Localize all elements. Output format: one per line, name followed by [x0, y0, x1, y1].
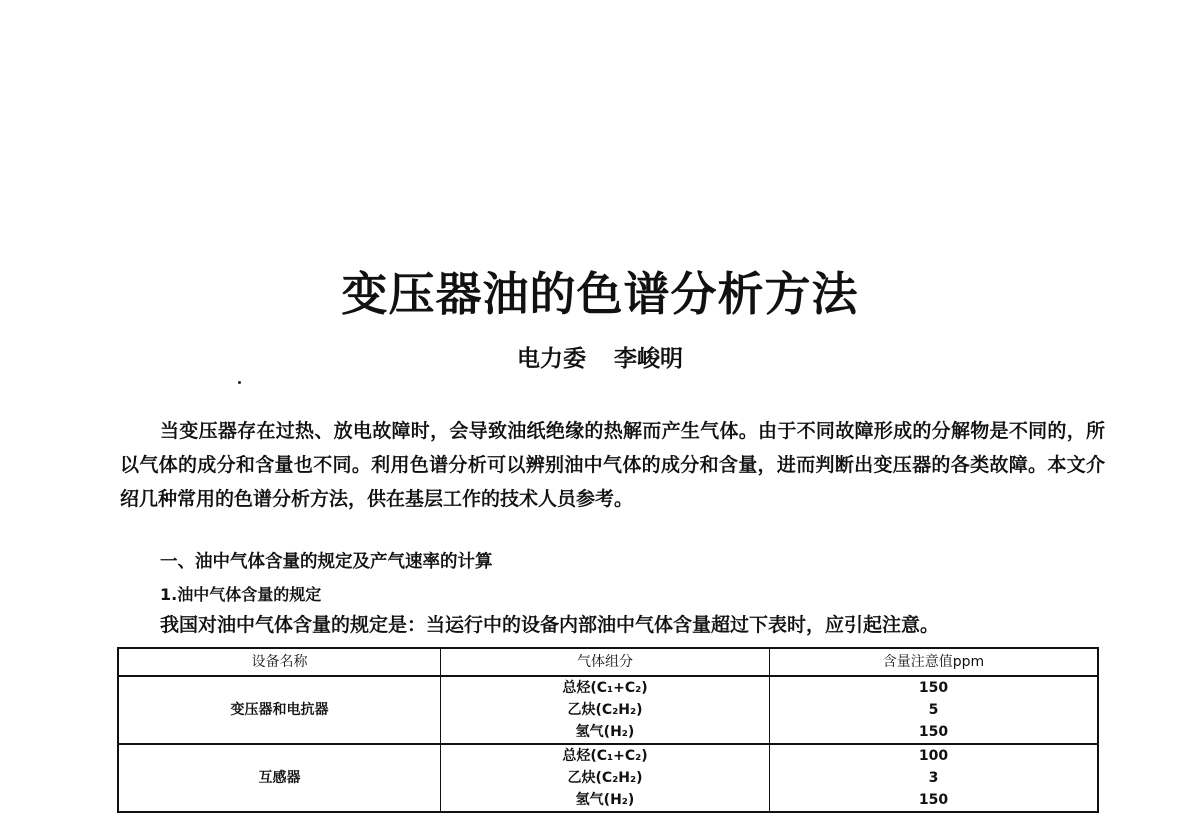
value-cell: 5 — [770, 699, 1099, 721]
gas-cell: 总烃(C₁+C₂) — [441, 744, 770, 767]
gas-cell: 乙炔(C₂H₂) — [441, 767, 770, 789]
lead-sentence: 我国对油中气体含量的规定是：当运行中的设备内部油中气体含量超过下表时，应引起注意。 — [160, 614, 940, 636]
stray-dot — [238, 381, 241, 384]
author-name: 电力委 — [516, 346, 586, 372]
value-cell: 3 — [770, 767, 1099, 789]
table-row — [118, 744, 1098, 767]
value-cell: 150 — [770, 721, 1099, 744]
section-heading: 一、油中气体含量的规定及产气速率的计算 — [160, 552, 493, 572]
subsection-heading: 1.油中气体含量的规定 — [160, 585, 322, 604]
equipment-cell: 互感器 — [118, 744, 441, 812]
intro-paragraph: 当变压器存在过热、放电故障时，会导致油纸绝缘的热解而产生气体。由于不同故障形成的分解物是不同的，所以气体的成分和含量也不同。利用色谱分析可以辨别油中气体的成分和含量，进而判断出变压器的各类故障。本文介绍几种常用的色谱分析方法，供在基层工作的技术人员参考。 — [120, 420, 1105, 510]
gas-cell: 乙炔(C₂H₂) — [441, 699, 770, 721]
author-line — [0, 340, 1200, 373]
equipment-cell: 变压器和电抗器 — [118, 676, 441, 744]
gas-cell: 氢气(H₂) — [441, 789, 770, 812]
gas-limits-table — [117, 647, 1099, 813]
table-header-row — [118, 648, 1098, 676]
article-title: 变压器油的色谱分析方法 — [341, 267, 859, 321]
header-gas: 气体组分 — [441, 648, 770, 676]
gas-cell: 总烃(C₁+C₂) — [441, 676, 770, 699]
value-cell: 150 — [770, 676, 1099, 699]
author-name: 李峻明 — [614, 346, 683, 372]
value-cell: 100 — [770, 744, 1099, 767]
table-row — [118, 676, 1098, 699]
value-cell: 150 — [770, 789, 1099, 812]
header-value: 含量注意值ppm — [770, 648, 1099, 676]
gas-cell: 氢气(H₂) — [441, 721, 770, 744]
header-equipment: 设备名称 — [118, 648, 441, 676]
